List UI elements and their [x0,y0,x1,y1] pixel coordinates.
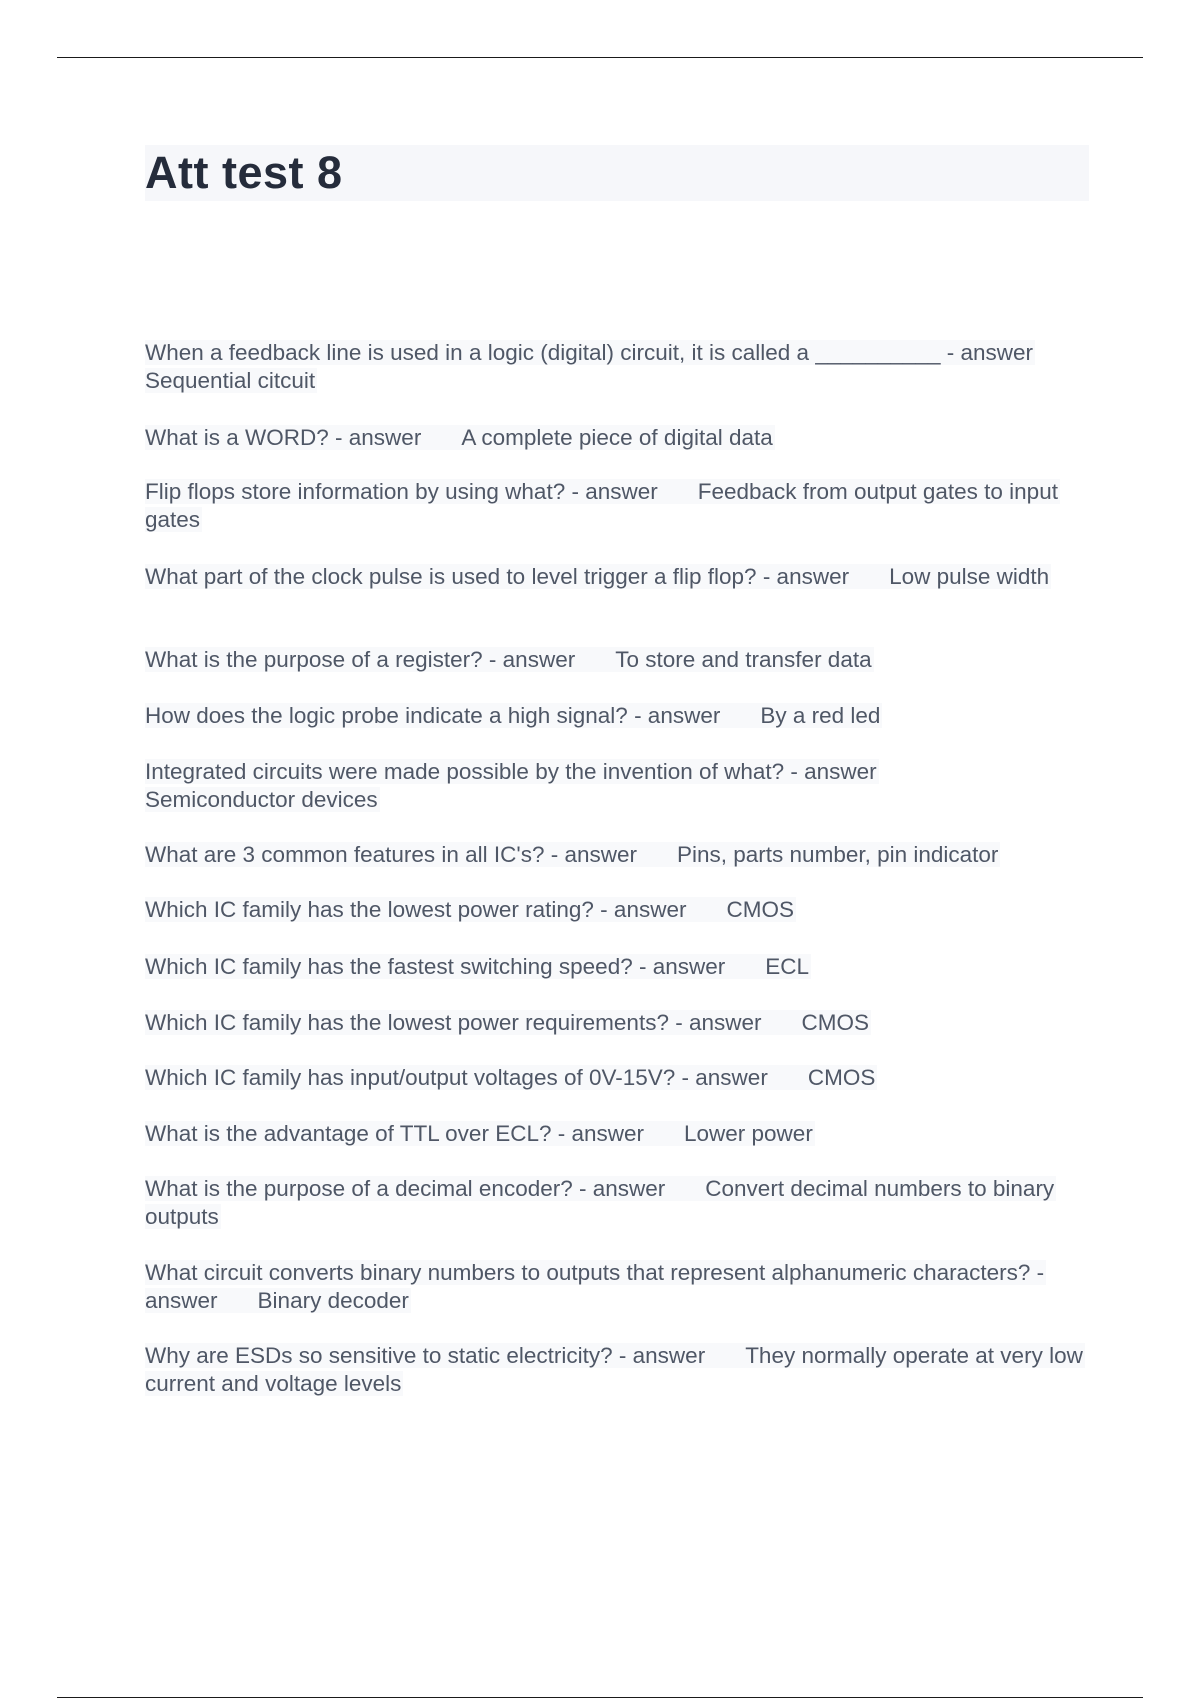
question-text: Which IC family has the lowest power rating? - answer [145,897,687,922]
qa-item [145,1342,1095,1398]
qa-item [145,702,1095,730]
qa-item [145,1259,1095,1315]
answer-text: To store and transfer data [615,647,872,672]
question-text: What is the advantage of TTL over ECL? - answer [145,1121,644,1146]
question-text: What circuit converts binary numbers to outputs that represent alphanumeric characters? - answer [145,1260,1045,1313]
question-text: How does the logic probe indicate a high signal? - answer [145,703,721,728]
answer-text: By a red led [760,703,881,728]
answer-text: Semiconductor devices [145,787,378,812]
question-text: What is the purpose of a decimal encoder? - answer [145,1176,666,1201]
question-text: What is the purpose of a register? - answer [145,647,576,672]
answer-text: Low pulse width [889,564,1050,589]
qa-item [145,896,1095,924]
qa-item [145,953,1095,981]
question-text: Integrated circuits were made possible by the invention of what? - answer [145,759,877,784]
answer-text: Sequential citcuit [145,368,316,393]
qa-item [145,563,1095,591]
qa-item [145,1064,1095,1092]
question-text: Why are ESDs so sensitive to static electricity? - answer [145,1343,706,1368]
question-text: When a feedback line is used in a logic (digital) circuit, it is called a __________ - answer [145,340,1033,365]
question-text: Flip flops store information by using what? - answer [145,479,658,504]
qa-item [145,758,1095,814]
qa-item [145,424,1095,452]
question-text: Which IC family has the fastest switching speed? - answer [145,954,726,979]
qa-item [145,478,1095,534]
answer-text: Pins, parts number, pin indicator [677,842,999,867]
answer-text: CMOS [726,897,794,922]
qa-item [145,841,1095,869]
question-text: What are 3 common features in all IC's? - answer [145,842,637,867]
document-title: Att test 8 [145,147,343,198]
answer-text: Binary decoder [257,1288,409,1313]
answer-text: Lower power [684,1121,813,1146]
answer-text: They normally operate at very low current and voltage levels [145,1343,1083,1396]
qa-item [145,1009,1095,1037]
qa-item [145,646,1095,674]
answer-text: CMOS [801,1010,869,1035]
answer-text: CMOS [807,1065,876,1090]
bottom-rule [57,1697,1143,1698]
question-text: Which IC family has input/output voltages of 0V-15V? - answer [145,1065,768,1090]
question-text: What is a WORD? - answer [145,425,422,450]
question-text: What part of the clock pulse is used to level trigger a flip flop? - answer [145,564,850,589]
qa-item [145,1175,1095,1231]
question-text: Which IC family has the lowest power requirements? - answer [145,1010,762,1035]
answer-text: ECL [765,954,810,979]
qa-item [145,1120,1095,1148]
answer-text: A complete piece of digital data [461,425,773,450]
answer-text: Convert decimal numbers to binary outputs [145,1176,1055,1229]
top-rule [57,57,1143,58]
answer-text: Feedback from output gates to input gates [145,479,1058,532]
qa-item [145,339,1095,395]
